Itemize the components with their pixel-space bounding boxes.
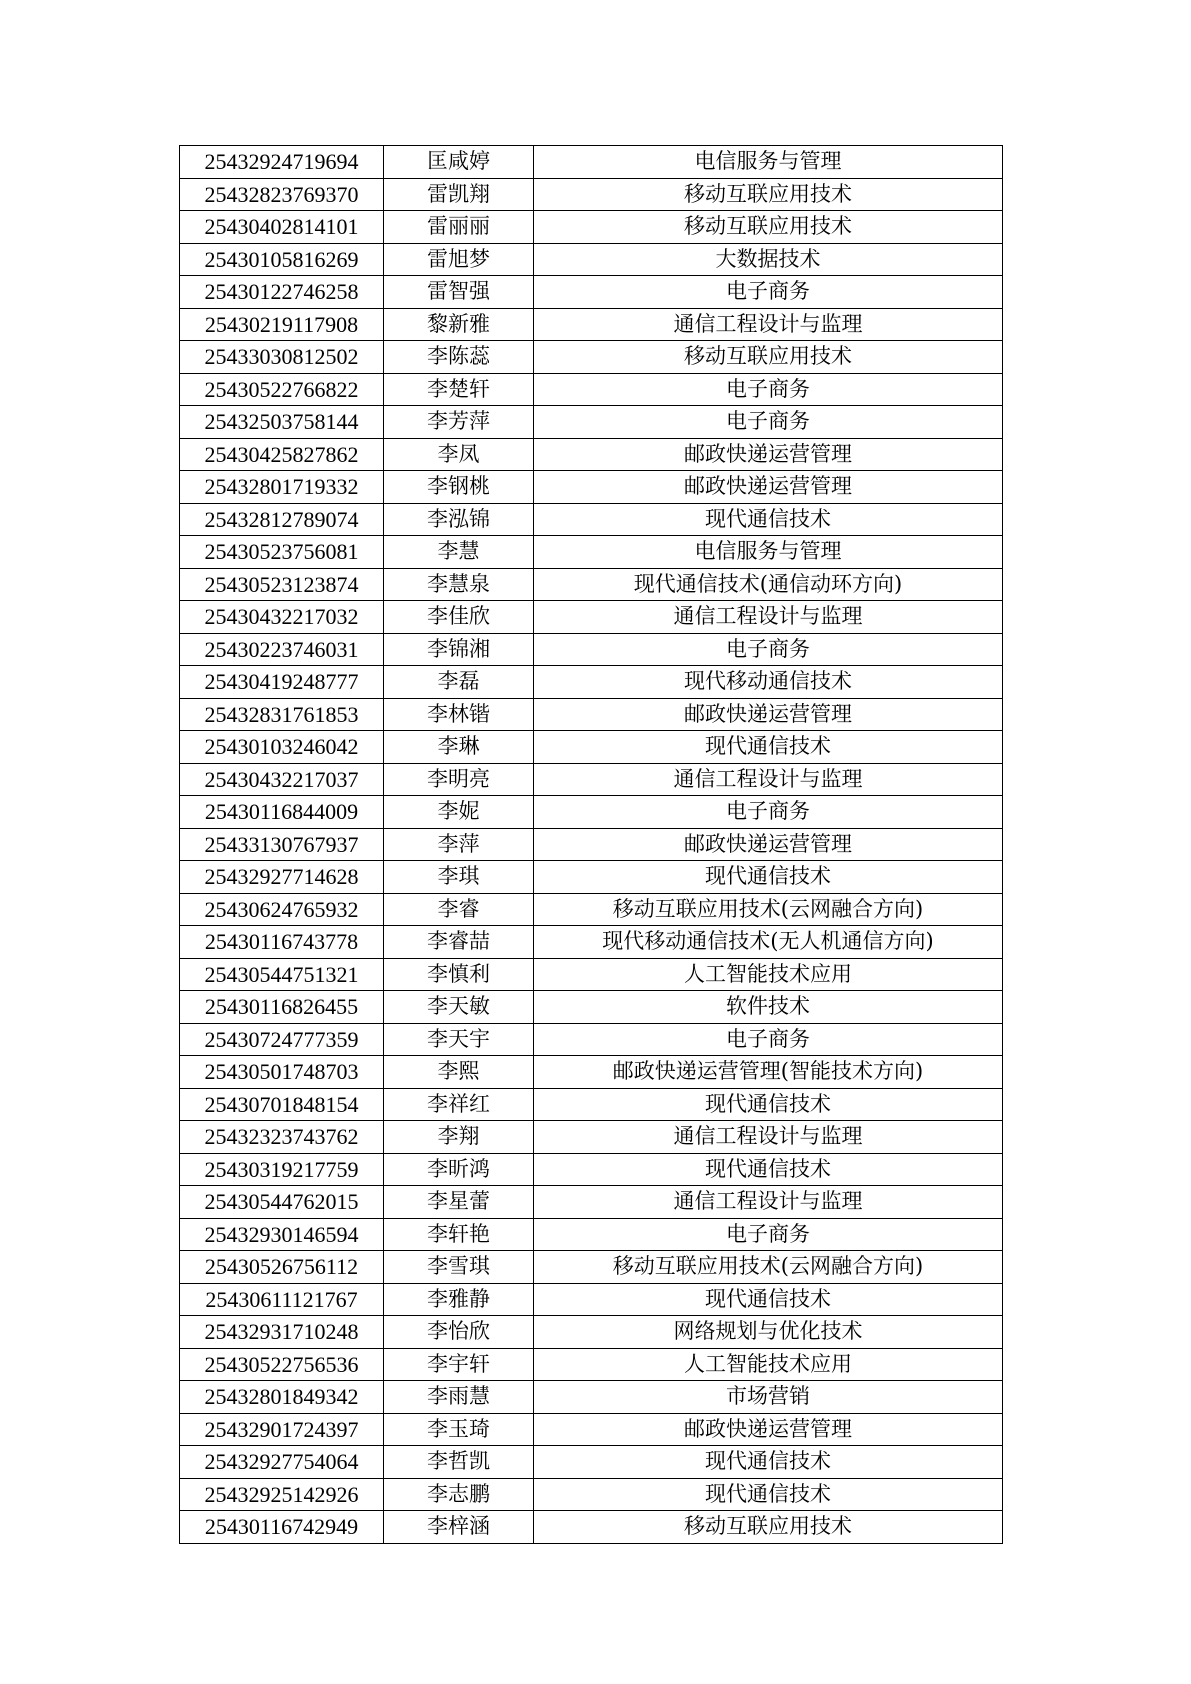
- table-row: [180, 503, 1003, 536]
- table-row: [180, 308, 1003, 341]
- table-row: [180, 601, 1003, 634]
- table-row: [180, 1446, 1003, 1479]
- major-cell: 邮政快递运营管理: [534, 698, 1003, 731]
- student-name-cell: 李明亮: [384, 763, 534, 796]
- major-cell: 电子商务: [534, 276, 1003, 309]
- table-row: [180, 211, 1003, 244]
- major-cell: 通信工程设计与监理: [534, 1121, 1003, 1154]
- student-name-cell: 李慎利: [384, 958, 534, 991]
- major-cell: 电子商务: [534, 406, 1003, 439]
- student-name-cell: 李星蕾: [384, 1186, 534, 1219]
- student-name-cell: 李琳: [384, 731, 534, 764]
- table-row: [180, 1511, 1003, 1544]
- major-cell: 邮政快递运营管理: [534, 438, 1003, 471]
- student-name-cell: 李钢桃: [384, 471, 534, 504]
- major-cell: 软件技术: [534, 991, 1003, 1024]
- major-cell: 移动互联应用技术: [534, 211, 1003, 244]
- student-name-cell: 李慧泉: [384, 568, 534, 601]
- major-cell: 现代通信技术: [534, 1283, 1003, 1316]
- major-cell: 大数据技术: [534, 243, 1003, 276]
- table-row: [180, 438, 1003, 471]
- exam-number-cell: 25430116826455: [180, 991, 384, 1024]
- exam-number-cell: 25430523123874: [180, 568, 384, 601]
- table-row: [180, 471, 1003, 504]
- major-cell: 电信服务与管理: [534, 536, 1003, 569]
- student-name-cell: 李凤: [384, 438, 534, 471]
- table-row: [180, 763, 1003, 796]
- major-cell: 通信工程设计与监理: [534, 1186, 1003, 1219]
- table-row: [180, 1348, 1003, 1381]
- table-row: [180, 1381, 1003, 1414]
- exam-number-cell: 25430116844009: [180, 796, 384, 829]
- exam-number-cell: 25430105816269: [180, 243, 384, 276]
- major-cell: 邮政快递运营管理(智能技术方向): [534, 1056, 1003, 1089]
- table-row: [180, 1413, 1003, 1446]
- exam-number-cell: 25432931710248: [180, 1316, 384, 1349]
- table-row: [180, 698, 1003, 731]
- student-name-cell: 李妮: [384, 796, 534, 829]
- major-cell: 市场营销: [534, 1381, 1003, 1414]
- student-name-cell: 李昕鸿: [384, 1153, 534, 1186]
- exam-number-cell: 25430319217759: [180, 1153, 384, 1186]
- exam-number-cell: 25432930146594: [180, 1218, 384, 1251]
- exam-number-cell: 25430419248777: [180, 666, 384, 699]
- student-name-cell: 李天敏: [384, 991, 534, 1024]
- table-row: [180, 1186, 1003, 1219]
- student-name-cell: 李熙: [384, 1056, 534, 1089]
- table-row: [180, 991, 1003, 1024]
- major-cell: 移动互联应用技术: [534, 341, 1003, 374]
- student-name-cell: 雷凯翔: [384, 178, 534, 211]
- major-cell: 现代移动通信技术(无人机通信方向): [534, 926, 1003, 959]
- table-row: [180, 1023, 1003, 1056]
- table-row: [180, 1056, 1003, 1089]
- table-row: [180, 1251, 1003, 1284]
- major-cell: 通信工程设计与监理: [534, 763, 1003, 796]
- student-name-cell: 李泓锦: [384, 503, 534, 536]
- table-row: [180, 958, 1003, 991]
- exam-number-cell: 25432503758144: [180, 406, 384, 439]
- table-row: [180, 731, 1003, 764]
- exam-number-cell: 25432823769370: [180, 178, 384, 211]
- student-name-cell: 李磊: [384, 666, 534, 699]
- exam-number-cell: 25430724777359: [180, 1023, 384, 1056]
- student-name-cell: 李芳萍: [384, 406, 534, 439]
- student-name-cell: 李怡欣: [384, 1316, 534, 1349]
- major-cell: 电子商务: [534, 1218, 1003, 1251]
- major-cell: 移动互联应用技术(云网融合方向): [534, 893, 1003, 926]
- student-name-cell: 李志鹏: [384, 1478, 534, 1511]
- table-row: [180, 1218, 1003, 1251]
- table-row: [180, 926, 1003, 959]
- major-cell: 人工智能技术应用: [534, 1348, 1003, 1381]
- exam-number-cell: 25432801719332: [180, 471, 384, 504]
- table-row: [180, 1121, 1003, 1154]
- exam-number-cell: 25430219117908: [180, 308, 384, 341]
- exam-number-cell: 25430522756536: [180, 1348, 384, 1381]
- student-name-cell: 雷智强: [384, 276, 534, 309]
- exam-number-cell: 25430116743778: [180, 926, 384, 959]
- table-row: [180, 1478, 1003, 1511]
- exam-number-cell: 25430611121767: [180, 1283, 384, 1316]
- student-name-cell: 李祥红: [384, 1088, 534, 1121]
- student-name-cell: 李雅静: [384, 1283, 534, 1316]
- exam-number-cell: 25432801849342: [180, 1381, 384, 1414]
- student-name-cell: 李宇轩: [384, 1348, 534, 1381]
- table-row: [180, 146, 1003, 179]
- exam-number-cell: 25432831761853: [180, 698, 384, 731]
- exam-number-cell: 25432927754064: [180, 1446, 384, 1479]
- major-cell: 现代通信技术: [534, 1446, 1003, 1479]
- exam-number-cell: 25430432217032: [180, 601, 384, 634]
- major-cell: 通信工程设计与监理: [534, 308, 1003, 341]
- student-name-cell: 李轩艳: [384, 1218, 534, 1251]
- student-name-cell: 李玉琦: [384, 1413, 534, 1446]
- major-cell: 电子商务: [534, 796, 1003, 829]
- exam-number-cell: 25432323743762: [180, 1121, 384, 1154]
- exam-number-cell: 25433030812502: [180, 341, 384, 374]
- exam-number-cell: 25430116742949: [180, 1511, 384, 1544]
- student-name-cell: 李锦湘: [384, 633, 534, 666]
- major-cell: 现代通信技术: [534, 1478, 1003, 1511]
- table-row: [180, 1088, 1003, 1121]
- student-name-cell: 李睿: [384, 893, 534, 926]
- table-row: [180, 341, 1003, 374]
- exam-number-cell: 25430402814101: [180, 211, 384, 244]
- exam-number-cell: 25430103246042: [180, 731, 384, 764]
- student-name-cell: 李楚轩: [384, 373, 534, 406]
- major-cell: 现代通信技术(通信动环方向): [534, 568, 1003, 601]
- exam-number-cell: 25430425827862: [180, 438, 384, 471]
- major-cell: 现代通信技术: [534, 1088, 1003, 1121]
- table-row: [180, 1153, 1003, 1186]
- table-row: [180, 796, 1003, 829]
- roster-table: [179, 145, 1003, 1544]
- major-cell: 网络规划与优化技术: [534, 1316, 1003, 1349]
- exam-number-cell: 25432812789074: [180, 503, 384, 536]
- exam-number-cell: 25430544762015: [180, 1186, 384, 1219]
- major-cell: 现代移动通信技术: [534, 666, 1003, 699]
- major-cell: 现代通信技术: [534, 1153, 1003, 1186]
- table-row: [180, 666, 1003, 699]
- table-row: [180, 243, 1003, 276]
- major-cell: 现代通信技术: [534, 731, 1003, 764]
- exam-number-cell: 25433130767937: [180, 828, 384, 861]
- student-name-cell: 雷旭梦: [384, 243, 534, 276]
- major-cell: 电子商务: [534, 1023, 1003, 1056]
- major-cell: 移动互联应用技术: [534, 1511, 1003, 1544]
- student-name-cell: 李翔: [384, 1121, 534, 1154]
- major-cell: 移动互联应用技术: [534, 178, 1003, 211]
- student-name-cell: 李天宇: [384, 1023, 534, 1056]
- student-name-cell: 李雨慧: [384, 1381, 534, 1414]
- exam-number-cell: 25430223746031: [180, 633, 384, 666]
- major-cell: 现代通信技术: [534, 861, 1003, 894]
- table-row: [180, 373, 1003, 406]
- student-name-cell: 李梓涵: [384, 1511, 534, 1544]
- student-name-cell: 黎新雅: [384, 308, 534, 341]
- table-row: [180, 633, 1003, 666]
- student-name-cell: 匡咸婷: [384, 146, 534, 179]
- table-row: [180, 1316, 1003, 1349]
- student-name-cell: 李琪: [384, 861, 534, 894]
- student-name-cell: 李哲凯: [384, 1446, 534, 1479]
- table-row: [180, 828, 1003, 861]
- exam-number-cell: 25430701848154: [180, 1088, 384, 1121]
- exam-number-cell: 25430501748703: [180, 1056, 384, 1089]
- exam-number-cell: 25430522766822: [180, 373, 384, 406]
- major-cell: 电子商务: [534, 373, 1003, 406]
- student-name-cell: 李陈蕊: [384, 341, 534, 374]
- student-name-cell: 李佳欣: [384, 601, 534, 634]
- student-name-cell: 李萍: [384, 828, 534, 861]
- student-name-cell: 李睿喆: [384, 926, 534, 959]
- student-name-cell: 李慧: [384, 536, 534, 569]
- major-cell: 邮政快递运营管理: [534, 471, 1003, 504]
- major-cell: 现代通信技术: [534, 503, 1003, 536]
- major-cell: 电子商务: [534, 633, 1003, 666]
- major-cell: 邮政快递运营管理: [534, 1413, 1003, 1446]
- exam-number-cell: 25430432217037: [180, 763, 384, 796]
- major-cell: 移动互联应用技术(云网融合方向): [534, 1251, 1003, 1284]
- table-row: [180, 178, 1003, 211]
- exam-number-cell: 25432925142926: [180, 1478, 384, 1511]
- student-name-cell: 李雪琪: [384, 1251, 534, 1284]
- exam-number-cell: 25430544751321: [180, 958, 384, 991]
- exam-number-cell: 25430523756081: [180, 536, 384, 569]
- major-cell: 电信服务与管理: [534, 146, 1003, 179]
- exam-number-cell: 25432927714628: [180, 861, 384, 894]
- table-row: [180, 893, 1003, 926]
- table-row: [180, 406, 1003, 439]
- exam-number-cell: 25430122746258: [180, 276, 384, 309]
- table-row: [180, 568, 1003, 601]
- major-cell: 邮政快递运营管理: [534, 828, 1003, 861]
- exam-number-cell: 25432924719694: [180, 146, 384, 179]
- exam-number-cell: 25430624765932: [180, 893, 384, 926]
- major-cell: 通信工程设计与监理: [534, 601, 1003, 634]
- table-row: [180, 861, 1003, 894]
- student-name-cell: 李林锴: [384, 698, 534, 731]
- student-name-cell: 雷丽丽: [384, 211, 534, 244]
- table-row: [180, 1283, 1003, 1316]
- roster-table-body: [180, 146, 1003, 1544]
- exam-number-cell: 25432901724397: [180, 1413, 384, 1446]
- exam-number-cell: 25430526756112: [180, 1251, 384, 1284]
- table-row: [180, 276, 1003, 309]
- table-row: [180, 536, 1003, 569]
- major-cell: 人工智能技术应用: [534, 958, 1003, 991]
